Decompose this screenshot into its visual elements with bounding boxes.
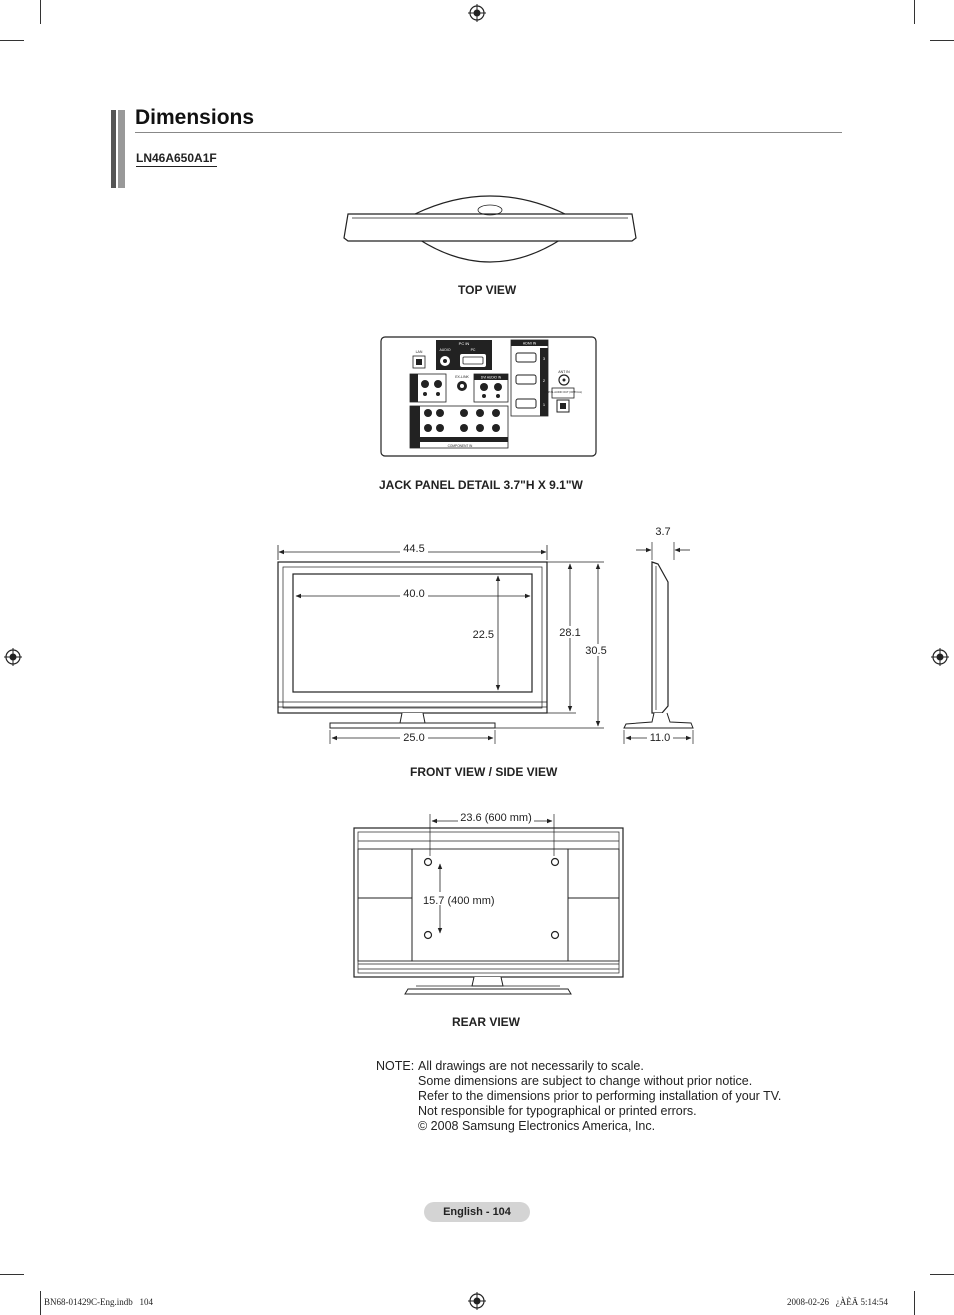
note-line: Some dimensions are subject to change without prior notice. xyxy=(418,1074,753,1088)
rca-jack-icon xyxy=(480,383,488,391)
rca-jack-icon xyxy=(421,380,429,388)
page-number-badge: English - 104 xyxy=(424,1202,530,1222)
rca-jack-icon xyxy=(492,409,500,417)
front-side-view-drawing xyxy=(270,520,710,752)
stand-depth-value: 11.0 xyxy=(649,732,671,744)
crop-mark xyxy=(930,40,954,41)
rca-jack-icon xyxy=(424,409,432,417)
crop-mark xyxy=(914,0,915,24)
crop-mark xyxy=(0,40,24,41)
rca-jack-icon xyxy=(460,409,468,417)
jack-panel-caption: JACK PANEL DETAIL 3.7"H X 9.1"W xyxy=(379,478,583,492)
hdmi-in-label: HDMI IN xyxy=(522,341,537,346)
rear-view-caption: REAR VIEW xyxy=(452,1015,521,1029)
rca-jack-icon xyxy=(436,424,444,432)
hdmi-port-icon xyxy=(516,353,536,362)
crop-mark xyxy=(40,0,41,24)
hdmi-port-number: 1 xyxy=(542,402,546,407)
body-height-value: 28.1 xyxy=(559,627,581,639)
screen-width-value: 40.0 xyxy=(403,588,425,600)
mount-hole-icon xyxy=(552,859,559,866)
hdmi-port-number: 2 xyxy=(542,378,546,383)
mount-hole-icon xyxy=(425,859,432,866)
title-accent-bar xyxy=(118,110,125,188)
rca-jack-icon xyxy=(460,424,468,432)
crop-mark xyxy=(914,1291,915,1315)
vesa-vertical-value: 15.7 (400 mm) xyxy=(423,895,495,907)
hdmi-port-icon xyxy=(516,399,536,408)
mount-hole-icon xyxy=(425,932,432,939)
page-title: Dimensions xyxy=(135,106,255,129)
title-accent-bar xyxy=(111,110,116,188)
depth-value: 3.7 xyxy=(655,526,671,538)
rear-view-drawing xyxy=(346,806,632,998)
ant-in-label: ANT IN xyxy=(558,370,570,374)
registration-mark-icon xyxy=(931,648,949,666)
screen-height-value: 22.5 xyxy=(472,629,494,641)
imprint-timestamp: 2008-02-26 ¿ÀÈÄ 5:14:54 xyxy=(787,1297,888,1307)
rca-jack-icon xyxy=(476,424,484,432)
rca-jack-icon xyxy=(492,424,500,432)
crop-mark xyxy=(40,1291,41,1315)
overall-width-value: 44.5 xyxy=(403,543,425,555)
crop-mark xyxy=(0,1274,24,1275)
total-height-value: 30.5 xyxy=(585,645,607,657)
optical-label: DIGITAL AUDIO OUT (OPTICAL) xyxy=(543,391,583,394)
rca-jack-icon xyxy=(424,424,432,432)
note-line: All drawings are not necessarily to scale. xyxy=(418,1059,644,1073)
hdmi-port-icon xyxy=(516,375,536,384)
pc-audio-label: AUDIO xyxy=(439,348,451,352)
front-side-view-caption: FRONT VIEW / SIDE VIEW xyxy=(410,765,558,779)
lan-label: LAN xyxy=(415,350,423,354)
rca-jack-icon xyxy=(436,409,444,417)
registration-mark-icon xyxy=(4,648,22,666)
note-line: Not responsible for typographical or printed errors. xyxy=(418,1104,697,1118)
title-rule xyxy=(135,132,842,133)
jack-panel-drawing xyxy=(380,336,597,457)
vga-port-icon xyxy=(460,354,486,367)
mount-hole-icon xyxy=(552,932,559,939)
rca-jack-icon xyxy=(434,380,442,388)
top-view-caption: TOP VIEW xyxy=(458,283,517,297)
rca-jack-icon xyxy=(494,383,502,391)
rca-jack-icon xyxy=(476,409,484,417)
component-in-label: COMPONENT IN xyxy=(447,444,473,448)
note-label: NOTE: xyxy=(376,1059,415,1073)
model-number: LN46A650A1F xyxy=(136,151,217,165)
hdmi-port-number: 3 xyxy=(542,356,546,361)
note-lines xyxy=(418,1059,781,1134)
imprint-file-name: BN68-01429C-Eng.indb 104 xyxy=(44,1297,153,1307)
vesa-horizontal-value: 23.6 (600 mm) xyxy=(460,812,532,824)
registration-mark-icon xyxy=(468,1292,486,1310)
stand-width-value: 25.0 xyxy=(403,732,425,744)
note-line: © 2008 Samsung Electronics America, Inc. xyxy=(418,1119,656,1133)
crop-mark xyxy=(930,1274,954,1275)
note-line: Refer to the dimensions prior to performing installation of your TV. xyxy=(418,1089,782,1103)
registration-mark-icon xyxy=(468,4,486,22)
pc-label: PC xyxy=(470,348,476,352)
dvi-audio-label: DVI AUDIO IN xyxy=(480,375,502,380)
pc-in-label: PC IN xyxy=(458,341,470,346)
ex-link-label: EX-LINK xyxy=(455,375,469,379)
top-view-drawing xyxy=(340,188,640,272)
